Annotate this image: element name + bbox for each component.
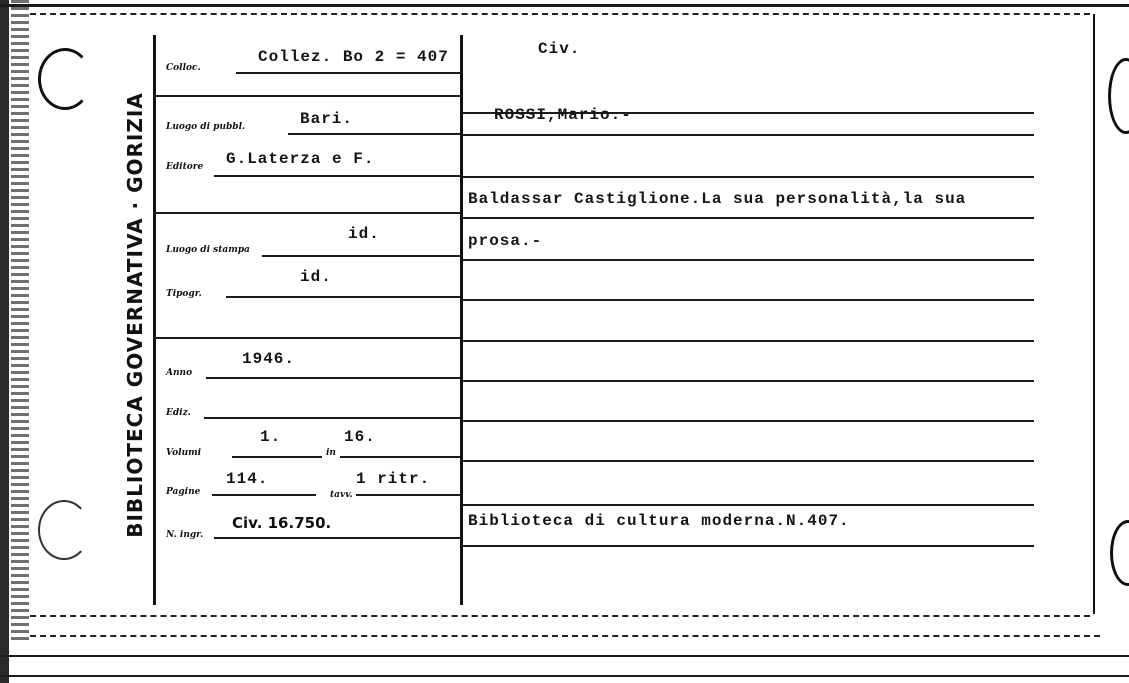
tavole-underline [356,494,460,496]
volumi-value: 1. [260,428,282,446]
tipografia-underline [226,296,460,298]
luogo-stampa-underline [262,255,460,257]
numero-ingresso-label: N. ingr. [166,530,204,540]
titolo-riga2: prosa.- [468,232,543,250]
left-column-rule [153,35,156,605]
top-dashed-border [30,13,1090,15]
titolo-riga1: Baldassar Castiglione.La sua personalità,la sua [468,190,967,208]
right-rule-7 [462,340,1034,342]
luogo-pubblicazione-label: Luogo di pubbl. [166,122,246,132]
tipografia-value: id. [300,268,332,286]
editore-extra-line [153,212,460,214]
collocazione-label: Colloc. [166,63,201,73]
right-rule-4 [462,217,1034,219]
binding-hole-top [38,48,92,110]
collocazione-value: Collez. Bo 2 = 407 [258,48,449,66]
right-rule-5 [462,259,1034,261]
tavole-value: 1 ritr. [356,470,431,488]
luogo-pubblicazione-value: Bari. [300,110,354,128]
volumi-label: Volumi [166,448,202,458]
tipografia-label: Tipogr. [166,289,202,299]
collocazione-underline [236,72,462,74]
right-rule-8 [462,380,1034,382]
right-rule-11 [462,504,1034,506]
right-rule-2 [462,134,1034,136]
luogo-pubblicazione-underline [288,133,460,135]
tavole-label: tavv. [330,490,353,500]
edizione-underline [204,417,460,419]
volumi-underline [232,456,322,458]
pagine-underline [212,494,316,496]
binding-hole-right-top [1108,58,1129,134]
top-border [0,4,1129,7]
editore-underline [214,175,460,177]
edizione-label: Ediz. [166,408,191,418]
right-rule-6 [462,299,1034,301]
card-bottom-dashed [30,615,1090,617]
middle-column-rule [460,35,463,605]
row-rule-top [153,95,460,97]
anno-value: 1946. [242,350,296,368]
formato-value: 16. [344,428,376,446]
card-bottom-rule-2 [0,675,1129,677]
library-vertical-title: BIBLIOTECA GOVERNATIVA · GORIZIA [123,92,147,538]
right-rule-3 [462,176,1034,178]
card-right-edge [1093,14,1095,614]
binding-hole-bottom [38,500,90,560]
editore-value: G.Laterza e F. [226,150,375,168]
numero-ingresso-value: Civ. 16.750. [232,514,332,532]
right-rule-9 [462,420,1034,422]
right-rule-10 [462,460,1034,462]
collana-value: Biblioteca di cultura moderna.N.407. [468,512,850,530]
card-bottom-dashed-2 [30,635,1100,637]
formato-underline [340,456,460,458]
right-rule-12 [462,545,1034,547]
anno-label: Anno [166,368,193,378]
binding-hole-right-bottom [1110,520,1129,586]
card-bottom-rule [0,655,1129,657]
anno-underline [206,377,460,379]
luogo-stampa-value: id. [348,225,380,243]
pagine-label: Pagine [166,487,201,497]
left-perforation [11,0,29,640]
autore-value: ROSSI,Mario.- [494,106,632,124]
editore-label: Editore [166,162,204,172]
left-edge-strip [0,0,9,683]
luogo-stampa-label: Luogo di stampa [166,245,250,255]
numero-ingresso-underline [214,537,460,539]
tipografia-extra-line [153,337,460,339]
in-label: in [326,448,336,458]
pagine-value: 114. [226,470,269,488]
fondo-value: Civ. [538,40,581,58]
